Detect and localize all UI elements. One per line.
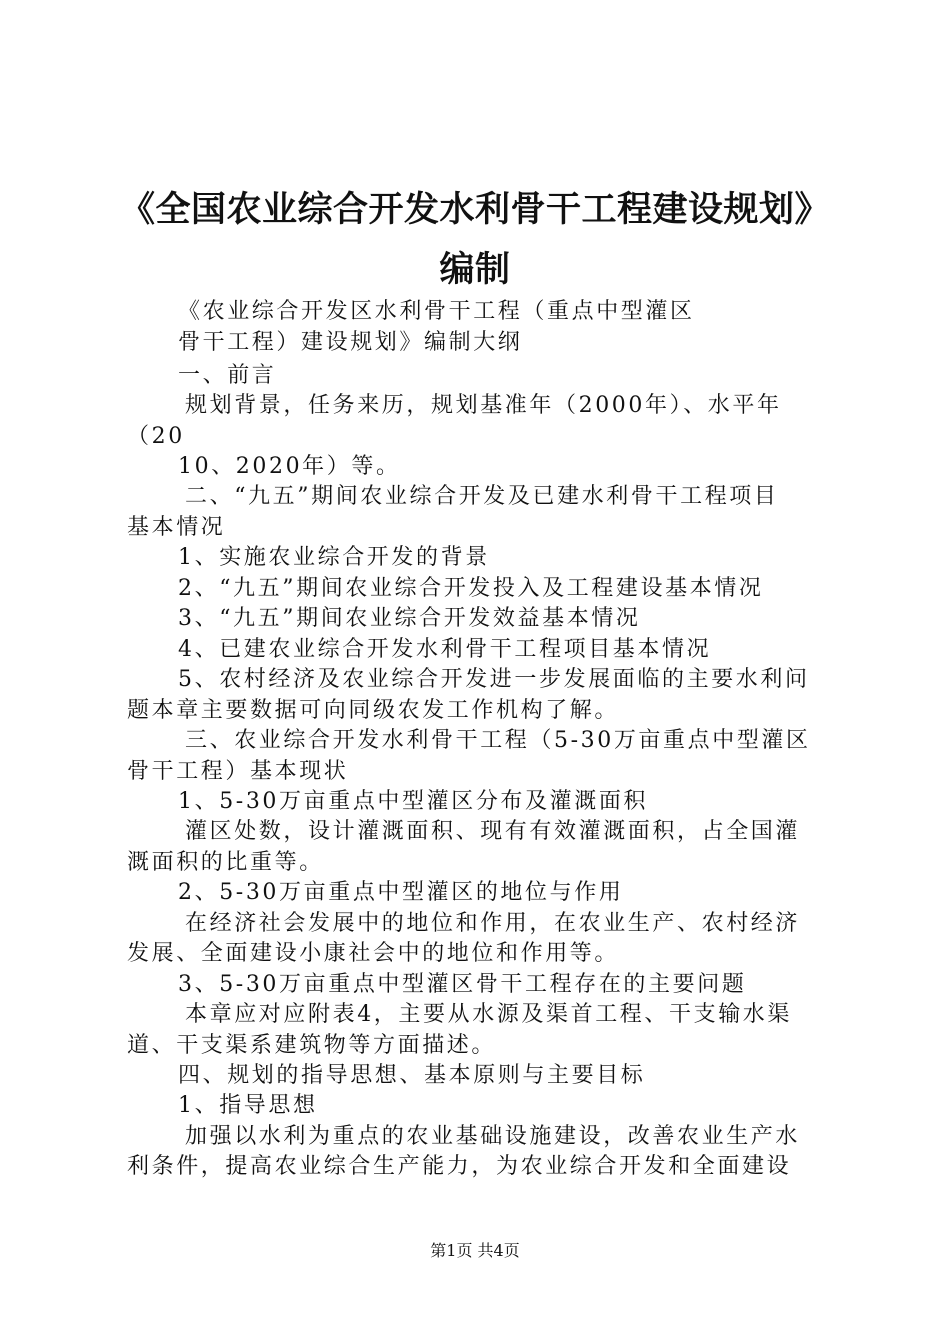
section-heading-continued: 骨干工程）基本现状 — [127, 759, 349, 784]
section-heading: 二、“九五”期间农业综合开发及已建水利骨干工程项目 — [185, 484, 779, 509]
document-title-line-1: 《全国农业综合开发水利骨干工程建设规划》 — [119, 190, 830, 230]
list-item: 1、5-30万亩重点中型灌区分布及灌溉面积 — [178, 789, 649, 814]
list-item: 4、已建农业综合开发水利骨干工程项目基本情况 — [178, 637, 712, 662]
section-heading-continued: 基本情况 — [127, 515, 226, 540]
body-line: 规划背景，任务来历，规划基准年（2000年）、水平年 — [185, 393, 782, 418]
list-item: 2、“九五”期间农业综合开发投入及工程建设基本情况 — [178, 576, 764, 601]
body-line: 骨干工程）建设规划》编制大纲 — [178, 330, 523, 355]
body-line: 10、2020年）等。 — [178, 454, 401, 479]
body-line: 本章应对应附表4，主要从水源及渠首工程、干支输水渠 — [185, 1002, 792, 1027]
body-line: 发展、全面建设小康社会中的地位和作用等。 — [127, 941, 620, 966]
page-number-footer: 第1页 共4页 — [430, 1241, 520, 1260]
list-item: 3、“九五”期间农业综合开发效益基本情况 — [178, 606, 641, 631]
list-item: 3、5-30万亩重点中型灌区骨干工程存在的主要问题 — [178, 972, 747, 997]
body-line: 溉面积的比重等。 — [127, 850, 324, 875]
body-line: 利条件，提高农业综合生产能力，为农业综合开发和全面建设 — [127, 1154, 792, 1179]
body-line: 加强以水利为重点的农业基础设施建设，改善农业生产水 — [185, 1124, 801, 1149]
body-line: 道、干支渠系建筑物等方面描述。 — [127, 1033, 497, 1058]
body-line: 灌区处数，设计灌溉面积、现有有效灌溉面积，占全国灌 — [185, 819, 801, 844]
section-heading: 四、规划的指导思想、基本原则与主要目标 — [178, 1063, 646, 1088]
list-item: 1、指导思想 — [178, 1093, 318, 1118]
list-item: 5、农村经济及农业综合开发进一步发展面临的主要水利问 — [178, 667, 810, 692]
body-line: 题本章主要数据可向同级农发工作机构了解。 — [127, 698, 620, 723]
list-item: 2、5-30万亩重点中型灌区的地位与作用 — [178, 880, 624, 905]
body-line: 《农业综合开发区水利骨干工程（重点中型灌区 — [178, 299, 695, 324]
list-item: 1、实施农业综合开发的背景 — [178, 545, 490, 570]
section-heading: 三、农业综合开发水利骨干工程（5-30万亩重点中型灌区 — [185, 728, 811, 753]
body-line: （20 — [127, 424, 185, 449]
body-line: 在经济社会发展中的地位和作用，在农业生产、农村经济 — [185, 911, 801, 936]
section-heading: 一、前言 — [178, 363, 277, 388]
document-title-line-2: 编制 — [439, 250, 511, 290]
